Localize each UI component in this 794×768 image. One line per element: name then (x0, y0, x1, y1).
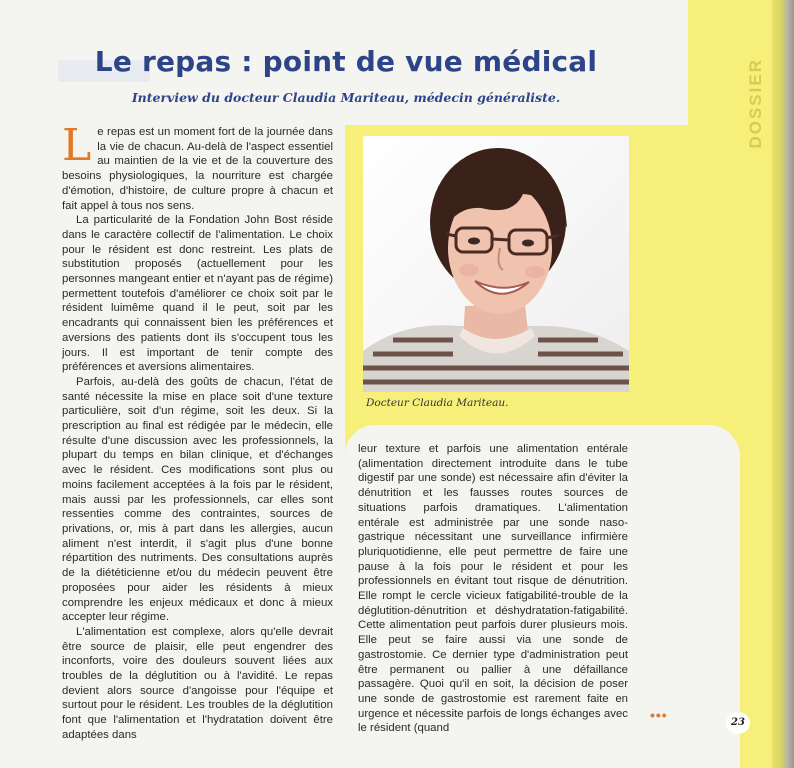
paragraph: Parfois, au-delà des goûts de chacun, l'état de santé nécessite la mise en place soit d'une texture particulière, soit d'un régime, soit les deux. Si la prescription au final est rédigée par le médecin, elle résulte d'une discussion avec les professionnels, la plupart du temps en bilan clinique, et d'échanges avec le résident. Ces modifications sont plus ou moins facilement acceptées à la fois par le résident, mais aussi par les professionnels, car elles sont ressenties comme des contraintes, sources de privations, or, mis à part dans les allergies, aucun aliment n'est interdit, il s'agit plus d'une bonne répartition des nutriments. Des consultations auprès de la diététicienne et/ou du médecin peuvent être proposées pour aider les résidents à mieux comprendre les enjeux médicaux et donc à mieux accepter leur régime. (62, 375, 333, 624)
article-column-left (62, 120, 333, 743)
continue-marker: ••• (650, 707, 668, 723)
article-subtitle: Interview du docteur Claudia Mariteau, médecin généraliste. (131, 90, 561, 105)
section-tab-label: DOSSIER (746, 58, 765, 149)
portrait-photo (363, 136, 629, 392)
paragraph: L'alimentation est complexe, alors qu'elle devrait être source de plaisir, elle peut engendrer des inconforts, voire des douleurs souvent liées aux troubles de la déglutition ou à l'avidité. Le repas devient alors source d'angoisse pour l'équipe et surtout pour le résident. Les troubles de la déglutition font que l'alimentation et l'hydratation doivent être adaptées dans (62, 625, 333, 741)
photo-caption: Docteur Claudia Mariteau. (366, 397, 509, 409)
page-edge-shadow (772, 0, 794, 768)
paragraph: leur texture et parfois une alimentation entérale (alimentation directement introduite dans le tube digestif par une sonde) est nécessaire afin d'éviter la dénutrition et les fausses routes sources de situations parfois dramatiques. L'alimentation entérale est administrée par une sonde naso-gastrique nécessitant une surveillance infirmière pluriquotidienne, elle peut permettre de faire une pause à la fois pour le résident et pour les professionnels en évitant tout risque de dénutrition. Elle rompt le cercle vicieux fatigabilité-trouble de la déglutition-dénutrition et déshydratation-fatigabilité. Cette alimentation peut parfois durer plusieurs mois. Elle peut se faire aussi via une sonde de gastrostomie. Ce dernier type d'administration peut être permanent ou pallier à une défaillance passagère. Quoi qu'il en soit, la décision de poser une sonde de gastrostomie est rarement faite en urgence et nécessite parfois de longs échanges avec le résident (quand (358, 443, 628, 735)
drop-cap: L (62, 120, 92, 171)
paragraph: La particularité de la Fondation John Bost réside dans le caractère collectif de l'alimentation. Le choix pour le résident est donc restreint. Les plats de substitution proposés (actuellement pour les personnes mangeant entier et n'ayant pas de régime) permettent toutefois d'améliorer ce choix soit par le résident luimême quand il le peut, soit par les encadrants qui connaissent bien les préférences et aversions des patients dont ils s'occupent tous les jours. Il est important de tenir compte des préférences et aversions alimentaires. (62, 214, 333, 374)
article-column-right (358, 442, 628, 736)
article-title: Le repas : point de vue médical (94, 45, 598, 78)
page-number: 23 (726, 712, 750, 734)
portrait-illustration (363, 136, 629, 392)
paragraph: Le repas est un moment fort de la journée dans la vie de chacun. Au-delà de l'aspect essentiel au maintien de la vie et de la couverture des besoins physiologiques, la nourriture est chargée d'émotion, d'histoire, de culture propre à chacun et fait appel à tous nos sens. (62, 120, 333, 212)
